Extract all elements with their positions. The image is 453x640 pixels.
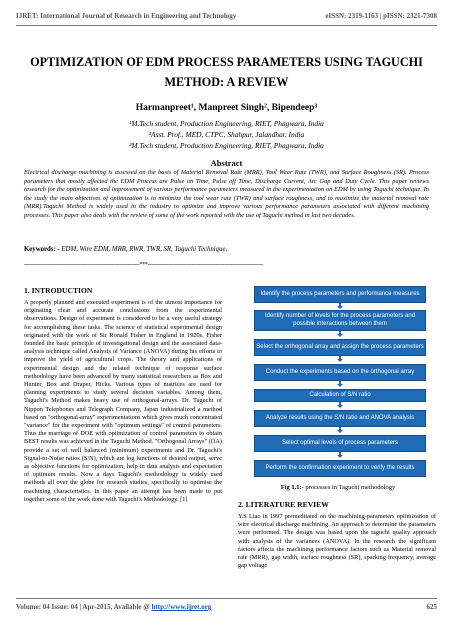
journal-link[interactable]: http://www.ijret.org (151, 603, 212, 611)
issn: eISSN: 2319-1163 | pISSN: 2321-7308 (325, 12, 437, 20)
flow-step-7: Select optimal levels of process parameters (254, 435, 426, 452)
flow-step-3: Select the orthogonal array and assign the process parameters (254, 339, 426, 356)
arrow-down-icon (338, 356, 342, 362)
footer-divider (16, 598, 437, 599)
flow-step-2: Identify number of levels for the process parameters and possible interactions between them (254, 310, 426, 331)
keywords-list: EDM, Wire EDM, MRR, RWR, TWR, SR, Taguchi Technique, (59, 246, 228, 253)
journal-name: IJRET: International Journal of Research in Engineering and Technology (16, 12, 237, 20)
affiliation-3: ³M.Tech student, Production Engineering, RIET, Phagwara, India (129, 141, 324, 150)
figure-label: Fig 1.1:- (280, 484, 304, 491)
flow-step-6: Analyze results using the S/N ratio and ANOVA analysis (254, 410, 426, 427)
arrow-down-icon (338, 331, 342, 337)
flow-step-5: Calculation of S/N ratio (254, 389, 426, 402)
footer-volume (16, 603, 211, 611)
page-number: 625 (426, 603, 437, 611)
title-line-2: METHOD: A REVIEW (164, 75, 289, 89)
arrow-down-icon (338, 427, 342, 433)
keywords (24, 246, 429, 253)
flow-step-1: Identify the process parameters and performance measures (254, 286, 426, 303)
abstract-text: Electrical discharge machining is assessed on the basis of Material Removal Rate (MRR), Tool Wear Rate (TWR), and Surface Roughness (SR). Process parameters that mostly affected the EDM Process are Pulse on Time, Pulse off Time, Discharge Current, Arc Gap and Duty Cycle. This paper reviews research for the optimization and improvement of various performance parameters measured in the experimentation on EDM by using Taguchi technique. In the study the main objectives of optimization is to minimize the tool wear rate (TWR) and surface roughness, and to maximize the material removal rate (MRR).Taguchi Method is widely used in the industry to optimize and improve various performance parameters associated with different machining processes. This paper also deals with the review of some of the work reported with the use of Taguchi method in last two decades. (24, 169, 429, 219)
taguchi-flowchart (254, 286, 426, 484)
section-2-heading: 2. LITERATURE REVIEW (238, 500, 329, 509)
flow-step-4: Conduct the experiments based on the orthogonal array (254, 364, 426, 381)
keywords-label: Keywords: - (24, 246, 60, 253)
paper-title (20, 52, 433, 92)
affiliation-2: ²Asst. Prof., MED, CTPC, Shahpur, Jalandhar, India (148, 130, 305, 139)
affiliation-1: ¹M.Tech student, Production Engineering, RIET, Phagwara, India (129, 119, 324, 128)
title-line-1: OPTIMIZATION OF EDM PROCESS PARAMETERS USING TAGUCHI (30, 55, 423, 69)
section-2-text: Y.S Liao in 1997 premeditated on the machining-parameters optimization of wire electrical discharge machining. An approach to determine the parameters were performed. The design was based upon the taguchi quality approach with analysis of the variances (ANOVA). In the research the significant factors affects the machining performance factors such as Material removal rate (MRR), gap width, surface roughness (SR), sparking frequency, average gap voltage (238, 513, 436, 570)
figure-caption-text: processes in Taguchi methodology (303, 484, 396, 491)
page-header (16, 12, 437, 26)
authors: Harmanpreet¹, Manpreet Singh², Bipendeep³ (135, 103, 318, 113)
arrow-down-icon (338, 402, 342, 408)
flow-step-8: Perform the confirmation experiment to verify the results (254, 460, 426, 477)
section-1-heading: 1. INTRODUCTION (24, 286, 93, 295)
section-1-text: A properly planned and executed experiment is of the utmost importance for originating clear and accurate conclusions from the experimental observations. Design of experiment is considered to be a very useful strategy for accomplishing these tasks. The science of statistical experimental design originated with the work of Sir Ronald Fisher in England in 1920s. Fisher founded the basic principle of investigational design and the associated data-analysis technique called Analysis of Variance (ANOVA) during his efforts to improve the yield of agricultural crops. The theory and applications of experimental design and the related technique of response surface methodology have been advanced by many statistical researchers as Box and Hunter, Box and Draper, Hicks. Various types of matrices are used for planning experiments to study several decision variables. Among them, Taguchi's Method makes heavy use of orthogonal-arrays. Dr. Taguchi of Nippon Telephones and Telegraph Company, Japan industrialized a method based on "orthogonal-array" experimentations which gives much concentrated "variance" for the experiment with "optimum settings" of control parameters. Thus the marriage of DOE with optimization of control parameters to obtain BEST results was achieved in the Taguchi Method. "Orthogonal Arrays" (OA) provide a set of well balanced (minimum) experiments and Dr. Taguchi's Signal-to-Noise ratios (S/N), which are log functions of desired output, serve as objective functions for optimization, help in data analysis and expectation of optimum results. Now a days Taguchi's methodology is widely used methods all over the globe for research studies, specifically to optimise the machining characteristics. In this paper an attempt has been made to put together some of the work done with Taguchi's Methodology. [1] (24, 299, 222, 503)
figure-caption (236, 484, 440, 491)
affiliations (20, 118, 433, 151)
arrow-down-icon (338, 303, 342, 309)
arrow-down-icon (338, 381, 342, 387)
section-separator: --------------------------------------------------------------------***-------------------------------------------------------------------- (24, 262, 264, 268)
header-divider (16, 25, 437, 26)
page-footer (16, 603, 437, 611)
abstract-heading: Abstract (210, 158, 243, 168)
arrow-down-icon (338, 452, 342, 458)
footer-volume-text: Volume: 04 Issue: 04 | Apr-2015, Available @ (16, 603, 152, 611)
